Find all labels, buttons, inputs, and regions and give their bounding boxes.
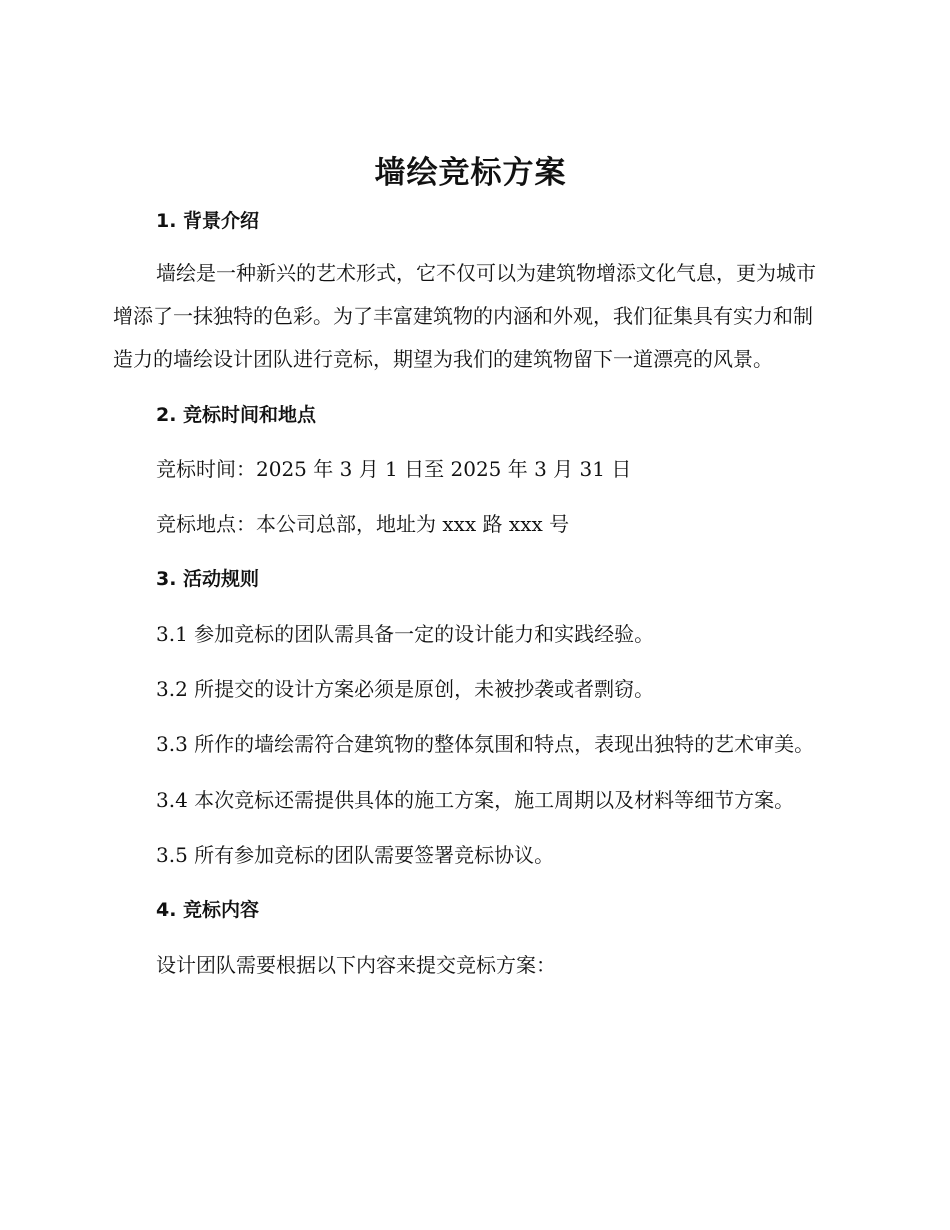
background-paragraph: 墙绘是一种新兴的艺术形式，它不仅可以为建筑物增添文化气息，更为城市增添了一抹独特的色彩。为了丰富建筑物的内涵和外观，我们征集具有实力和制造力的墙绘设计团队进行竞标，期望为我们的建筑物留下一道漂亮的风景。 <box>113 261 816 371</box>
rule-item: 3.4 本次竞标还需提供具体的施工方案，施工周期以及材料等细节方案。 <box>156 788 795 812</box>
content-intro-paragraph: 设计团队需要根据以下内容来提交竞标方案： <box>156 953 556 977</box>
section-heading-rules: 3. 活动规则 <box>156 568 260 590</box>
rule-item: 3.3 所作的墙绘需符合建筑物的整体氛围和特点，表现出独特的艺术审美。 <box>156 732 815 756</box>
document-title: 墙绘竞标方案 <box>374 155 567 191</box>
rule-item: 3.2 所提交的设计方案必须是原创，未被抄袭或者剽窃。 <box>156 677 655 701</box>
section-heading-content: 4. 竞标内容 <box>156 899 260 921</box>
section-heading-background: 1. 背景介绍 <box>156 210 260 232</box>
rule-item: 3.1 参加竞标的团队需具备一定的设计能力和实践经验。 <box>156 622 655 646</box>
section-heading-time-place: 2. 竞标时间和地点 <box>156 404 317 426</box>
bid-time-text: 竞标时间：2025 年 3 月 1 日至 2025 年 3 月 31 日 <box>156 457 632 481</box>
rule-item: 3.5 所有参加竞标的团队需要签署竞标协议。 <box>156 843 555 867</box>
bid-place-text: 竞标地点：本公司总部，地址为 xxx 路 xxx 号 <box>156 512 570 536</box>
